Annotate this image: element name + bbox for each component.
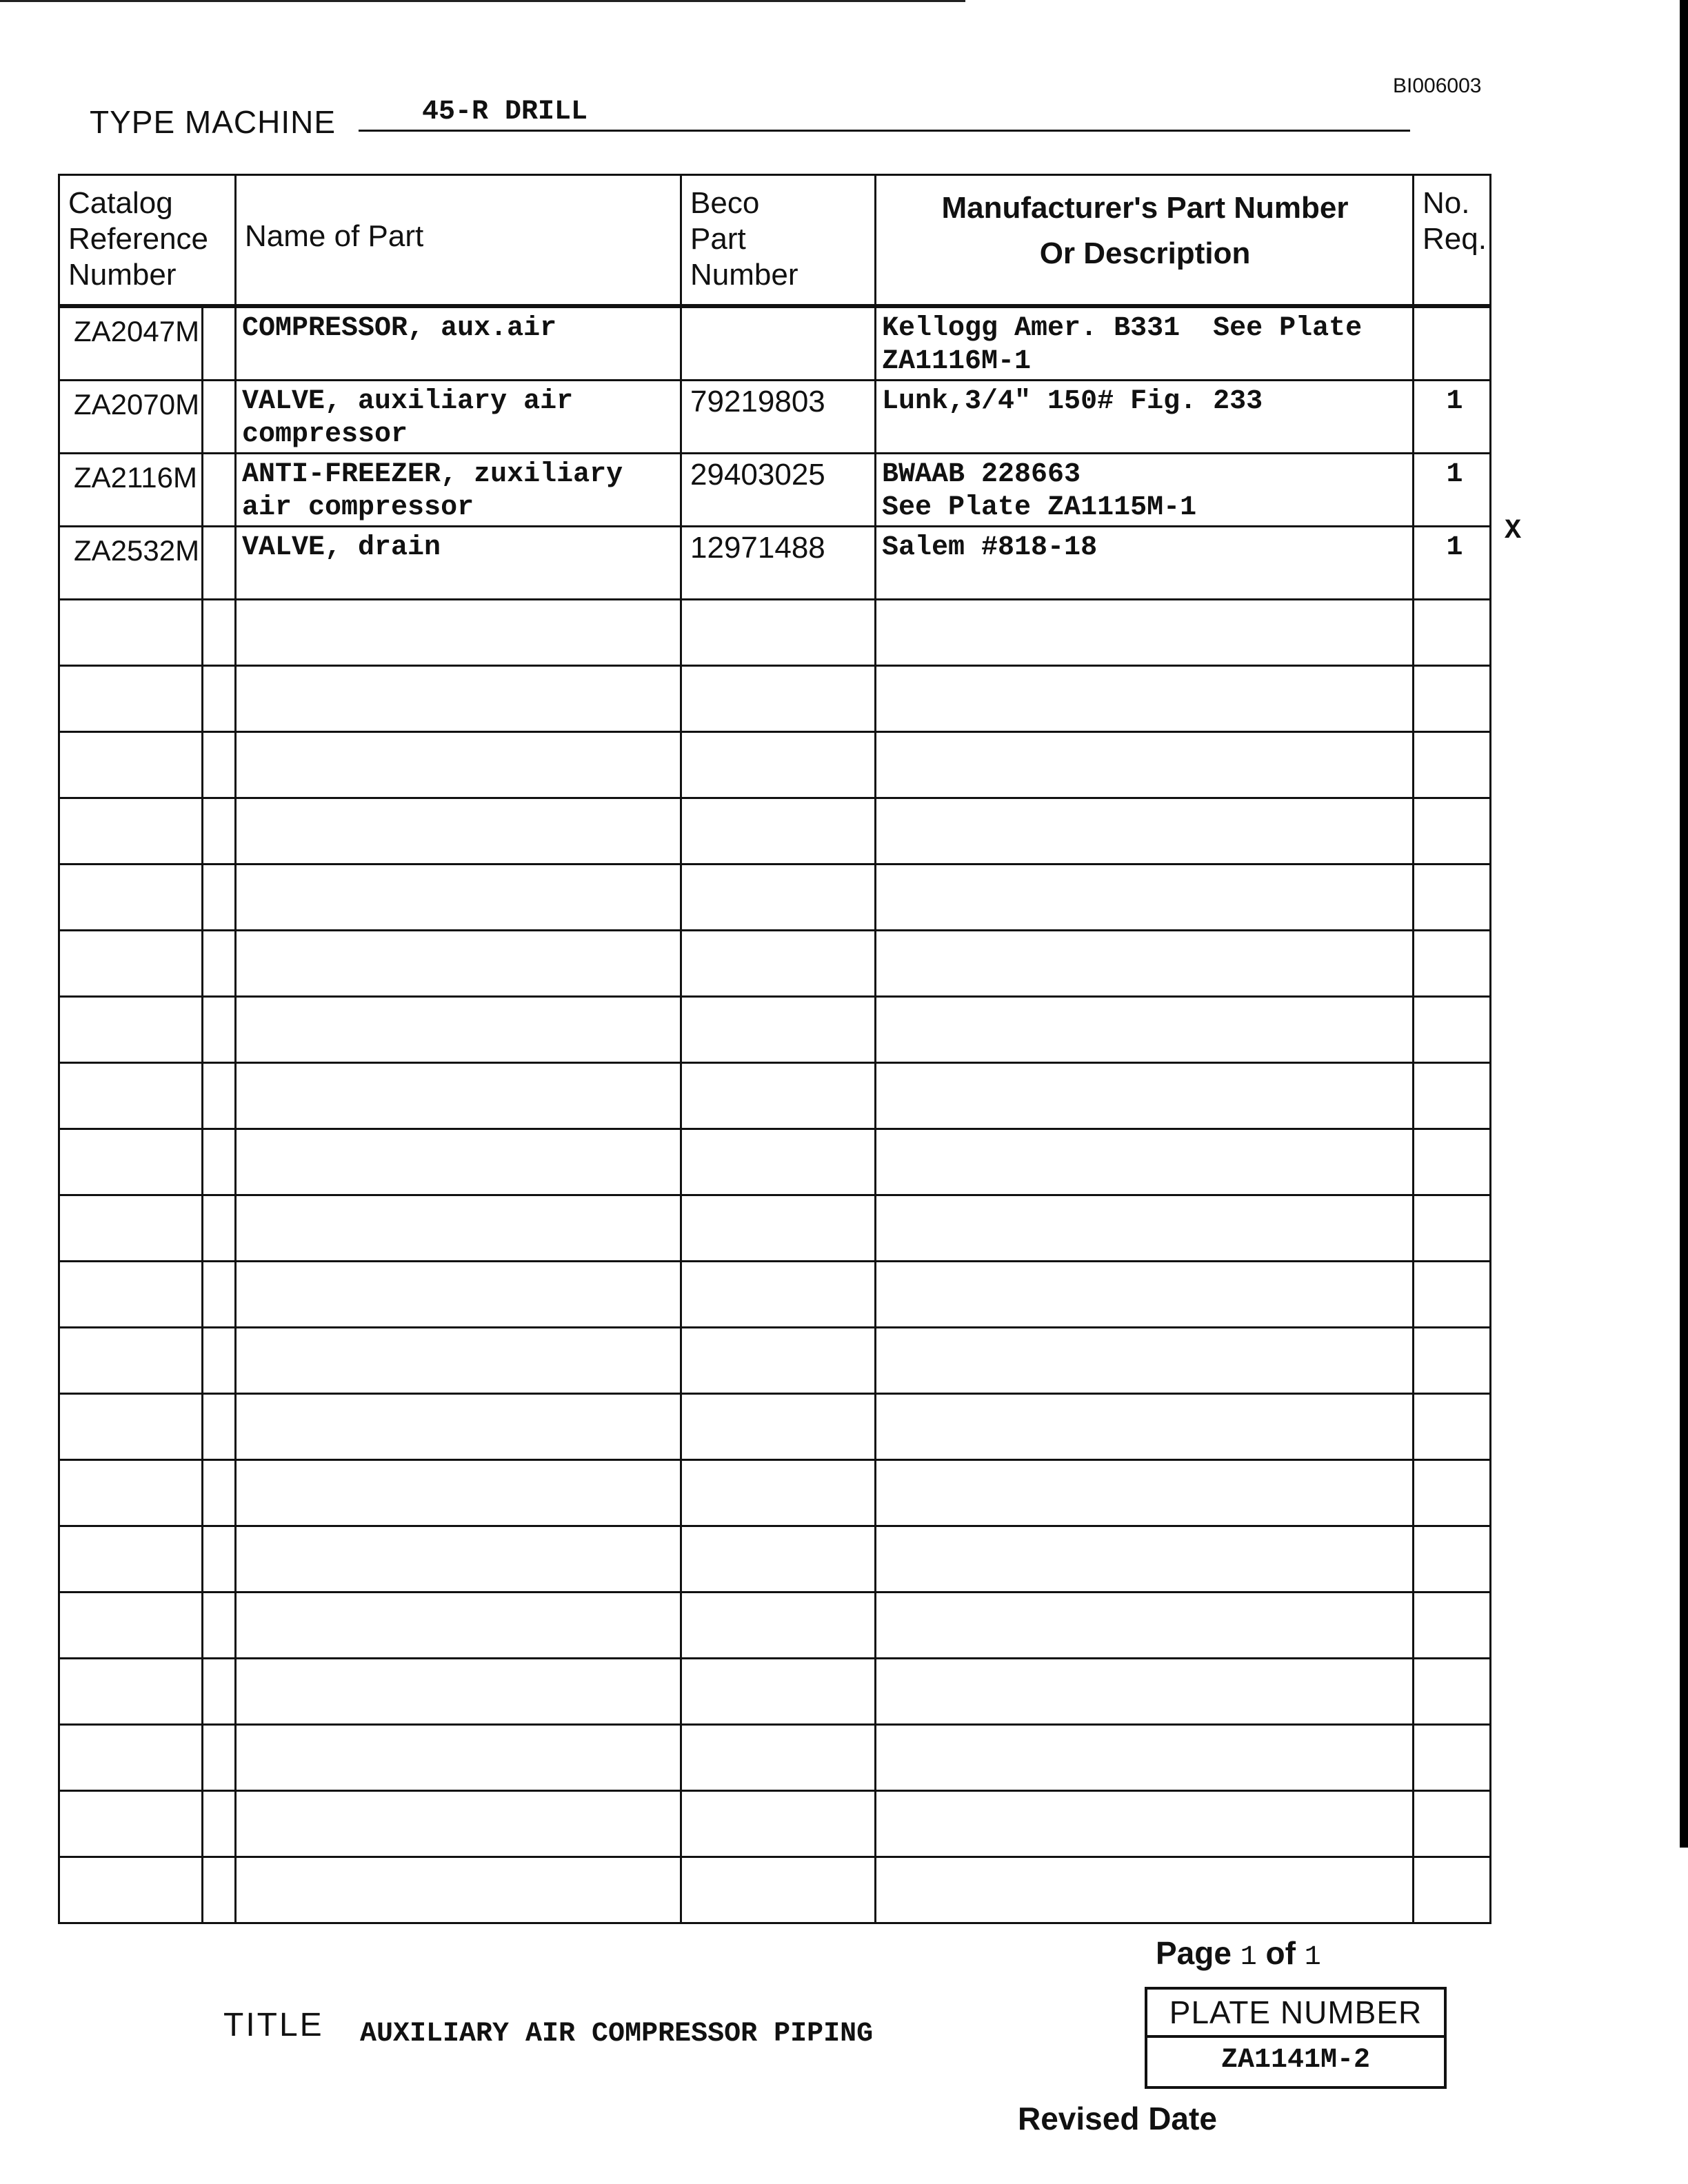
spacer-cell [203, 306, 236, 381]
empty-cell [59, 1526, 203, 1592]
page-of: of [1265, 1935, 1296, 1971]
empty-cell [876, 599, 1414, 665]
empty-cell [203, 1129, 236, 1195]
page-prefix: Page [1156, 1935, 1232, 1971]
empty-cell [681, 1261, 876, 1327]
empty-table-row [59, 1724, 1491, 1790]
header-beco-text: Beco Part Number [690, 186, 798, 292]
empty-cell [236, 1658, 681, 1724]
empty-cell [681, 1459, 876, 1526]
table-row [59, 453, 1491, 526]
empty-cell [681, 1790, 876, 1857]
empty-table-row [59, 1195, 1491, 1261]
empty-cell [1414, 599, 1491, 665]
empty-cell [876, 930, 1414, 996]
empty-cell [1414, 1790, 1491, 1857]
empty-cell [236, 1592, 681, 1658]
title-label: TITLE [223, 2007, 324, 2043]
empty-cell [203, 1790, 236, 1857]
empty-cell [681, 731, 876, 798]
empty-cell [203, 1459, 236, 1526]
empty-table-row [59, 1790, 1491, 1857]
empty-cell [681, 798, 876, 864]
empty-cell [1414, 665, 1491, 731]
empty-cell [236, 1195, 681, 1261]
table-row [59, 526, 1491, 599]
empty-cell [236, 1459, 681, 1526]
empty-cell [1414, 1592, 1491, 1658]
empty-cell [203, 798, 236, 864]
empty-cell [1414, 1658, 1491, 1724]
empty-table-row [59, 864, 1491, 930]
qty-cell [1414, 306, 1491, 381]
header-beco [681, 175, 876, 306]
empty-cell [59, 1459, 203, 1526]
empty-table-row [59, 1459, 1491, 1526]
plate-number-value: ZA1141M-2 [1220, 2045, 1371, 2076]
empty-cell [876, 1327, 1414, 1393]
qty-cell: 1 [1414, 453, 1491, 526]
empty-table-row [59, 1857, 1491, 1923]
page-indicator [1156, 1934, 1321, 1973]
empty-cell [681, 1526, 876, 1592]
empty-table-row [59, 930, 1491, 996]
empty-cell [876, 1129, 1414, 1195]
empty-table-row [59, 731, 1491, 798]
empty-cell [1414, 798, 1491, 864]
empty-cell [236, 1062, 681, 1129]
empty-cell [59, 996, 203, 1062]
empty-table-row [59, 996, 1491, 1062]
empty-cell [203, 1327, 236, 1393]
header-catalog-text: Catalog Reference Number [68, 186, 209, 292]
empty-cell [876, 1459, 1414, 1526]
empty-cell [236, 599, 681, 665]
empty-table-row [59, 1393, 1491, 1459]
empty-cell [203, 665, 236, 731]
header-manufacturer-text: Manufacturer's Part Number Or Description [941, 191, 1349, 270]
empty-cell [1414, 1129, 1491, 1195]
empty-cell [681, 1857, 876, 1923]
empty-cell [876, 1592, 1414, 1658]
empty-cell [876, 731, 1414, 798]
empty-cell [59, 1592, 203, 1658]
empty-table-row [59, 1658, 1491, 1724]
empty-cell [203, 1062, 236, 1129]
empty-cell [236, 1261, 681, 1327]
empty-cell [1414, 731, 1491, 798]
empty-cell [203, 1857, 236, 1923]
header-no-req [1414, 175, 1491, 306]
catalog-cell: ZA2532M [59, 526, 203, 599]
empty-cell [681, 1393, 876, 1459]
beco-cell: 29403025 [681, 453, 876, 526]
empty-cell [203, 1592, 236, 1658]
empty-table-row [59, 1526, 1491, 1592]
empty-cell [236, 930, 681, 996]
part-name-cell: COMPRESSOR, aux.air [236, 306, 681, 381]
catalog-cell: ZA2116M [59, 453, 203, 526]
empty-cell [681, 1592, 876, 1658]
spacer-cell [203, 380, 236, 453]
beco-cell: 12971488 [681, 526, 876, 599]
empty-cell [681, 1327, 876, 1393]
empty-cell [681, 930, 876, 996]
revised-date-label: Revised Date [1018, 2101, 1217, 2136]
header-name-text: Name of Part [245, 219, 424, 253]
empty-cell [876, 1658, 1414, 1724]
empty-cell [876, 1724, 1414, 1790]
plate-number-box [1145, 1987, 1447, 2089]
empty-cell [59, 1195, 203, 1261]
qty-cell: 1 [1414, 526, 1491, 599]
qty-cell: 1 [1414, 380, 1491, 453]
empty-table-row [59, 1062, 1491, 1129]
empty-cell [59, 731, 203, 798]
empty-cell [203, 1195, 236, 1261]
empty-cell [681, 996, 876, 1062]
empty-cell [236, 798, 681, 864]
empty-cell [1414, 930, 1491, 996]
part-name-cell: VALVE, drain [236, 526, 681, 599]
empty-cell [203, 1724, 236, 1790]
title-value: AUXILIARY AIR COMPRESSOR PIPING [360, 2019, 874, 2050]
empty-cell [203, 1261, 236, 1327]
empty-cell [59, 599, 203, 665]
plate-number-label: PLATE NUMBER [1147, 1990, 1444, 2038]
empty-cell [1414, 1393, 1491, 1459]
empty-cell [681, 864, 876, 930]
empty-cell [203, 599, 236, 665]
empty-table-row [59, 1592, 1491, 1658]
row-marker: X [1505, 516, 1522, 547]
empty-cell [236, 996, 681, 1062]
empty-cell [236, 1857, 681, 1923]
empty-cell [59, 864, 203, 930]
empty-cell [59, 798, 203, 864]
empty-cell [876, 1790, 1414, 1857]
empty-cell [876, 1393, 1414, 1459]
scan-edge-bar [1680, 0, 1688, 1848]
header-name [236, 175, 681, 306]
empty-table-row [59, 1261, 1491, 1327]
empty-cell [681, 665, 876, 731]
empty-cell [681, 1062, 876, 1129]
empty-cell [236, 1526, 681, 1592]
empty-cell [203, 864, 236, 930]
empty-cell [1414, 1857, 1491, 1923]
empty-table-row [59, 665, 1491, 731]
empty-cell [876, 996, 1414, 1062]
spacer-cell [203, 526, 236, 599]
part-name-cell: VALVE, auxiliary air compressor [236, 380, 681, 453]
spacer-cell [203, 453, 236, 526]
empty-cell [681, 1724, 876, 1790]
catalog-cell: ZA2070M [59, 380, 203, 453]
empty-cell [876, 1857, 1414, 1923]
empty-cell [1414, 1195, 1491, 1261]
top-border-line [0, 0, 965, 2]
empty-cell [59, 1857, 203, 1923]
empty-cell [59, 1658, 203, 1724]
description-cell: Salem #818-18 [876, 526, 1414, 599]
empty-cell [236, 1327, 681, 1393]
page-total: 1 [1304, 1942, 1321, 1973]
empty-cell [876, 864, 1414, 930]
empty-cell [876, 1526, 1414, 1592]
empty-cell [59, 1062, 203, 1129]
empty-cell [236, 1393, 681, 1459]
description-cell: BWAAB 228663 See Plate ZA1115M-1 [876, 453, 1414, 526]
empty-cell [236, 864, 681, 930]
empty-cell [59, 1261, 203, 1327]
empty-cell [236, 1724, 681, 1790]
empty-cell [1414, 1459, 1491, 1526]
header-no-req-text: No. Req. [1423, 186, 1487, 256]
type-machine-label: TYPE MACHINE [90, 104, 336, 140]
empty-cell [59, 1327, 203, 1393]
empty-cell [1414, 1327, 1491, 1393]
beco-cell: 79219803 [681, 380, 876, 453]
empty-cell [1414, 1062, 1491, 1129]
empty-cell [681, 1129, 876, 1195]
part-name-cell: ANTI-FREEZER, zuxiliary air compressor [236, 453, 681, 526]
empty-cell [203, 1526, 236, 1592]
empty-table-row [59, 1129, 1491, 1195]
empty-cell [1414, 1261, 1491, 1327]
empty-cell [59, 1393, 203, 1459]
empty-cell [1414, 1526, 1491, 1592]
empty-cell [236, 731, 681, 798]
empty-cell [876, 1062, 1414, 1129]
empty-cell [876, 798, 1414, 864]
empty-cell [59, 1790, 203, 1857]
description-cell: Kellogg Amer. B331 See Plate ZA1116M-1 [876, 306, 1414, 381]
description-cell: Lunk,3/4" 150# Fig. 233 [876, 380, 1414, 453]
empty-cell [59, 1724, 203, 1790]
empty-table-row [59, 599, 1491, 665]
header-manufacturer [876, 175, 1414, 306]
type-machine-value: 45-R DRILL [422, 97, 588, 128]
empty-cell [681, 599, 876, 665]
table-header-row [59, 175, 1491, 306]
empty-cell [236, 1790, 681, 1857]
empty-cell [203, 996, 236, 1062]
empty-table-row [59, 798, 1491, 864]
beco-cell [681, 306, 876, 381]
empty-cell [681, 1195, 876, 1261]
empty-cell [1414, 864, 1491, 930]
empty-cell [876, 1195, 1414, 1261]
type-machine-underline [359, 130, 1410, 132]
empty-cell [59, 665, 203, 731]
catalog-cell: ZA2047M [59, 306, 203, 381]
header-catalog [59, 175, 236, 306]
empty-cell [1414, 996, 1491, 1062]
table-row [59, 306, 1491, 381]
empty-cell [59, 930, 203, 996]
empty-cell [681, 1658, 876, 1724]
table-row [59, 380, 1491, 453]
empty-cell [876, 665, 1414, 731]
parts-table [58, 174, 1491, 1924]
empty-cell [876, 1261, 1414, 1327]
empty-table-row [59, 1327, 1491, 1393]
empty-cell [236, 1129, 681, 1195]
page-number: 1 [1240, 1942, 1257, 1973]
empty-cell [203, 731, 236, 798]
empty-cell [1414, 1724, 1491, 1790]
empty-cell [203, 1393, 236, 1459]
empty-cell [236, 665, 681, 731]
empty-cell [59, 1129, 203, 1195]
document-id: BI006003 [1393, 74, 1482, 97]
empty-cell [203, 1658, 236, 1724]
empty-cell [203, 930, 236, 996]
